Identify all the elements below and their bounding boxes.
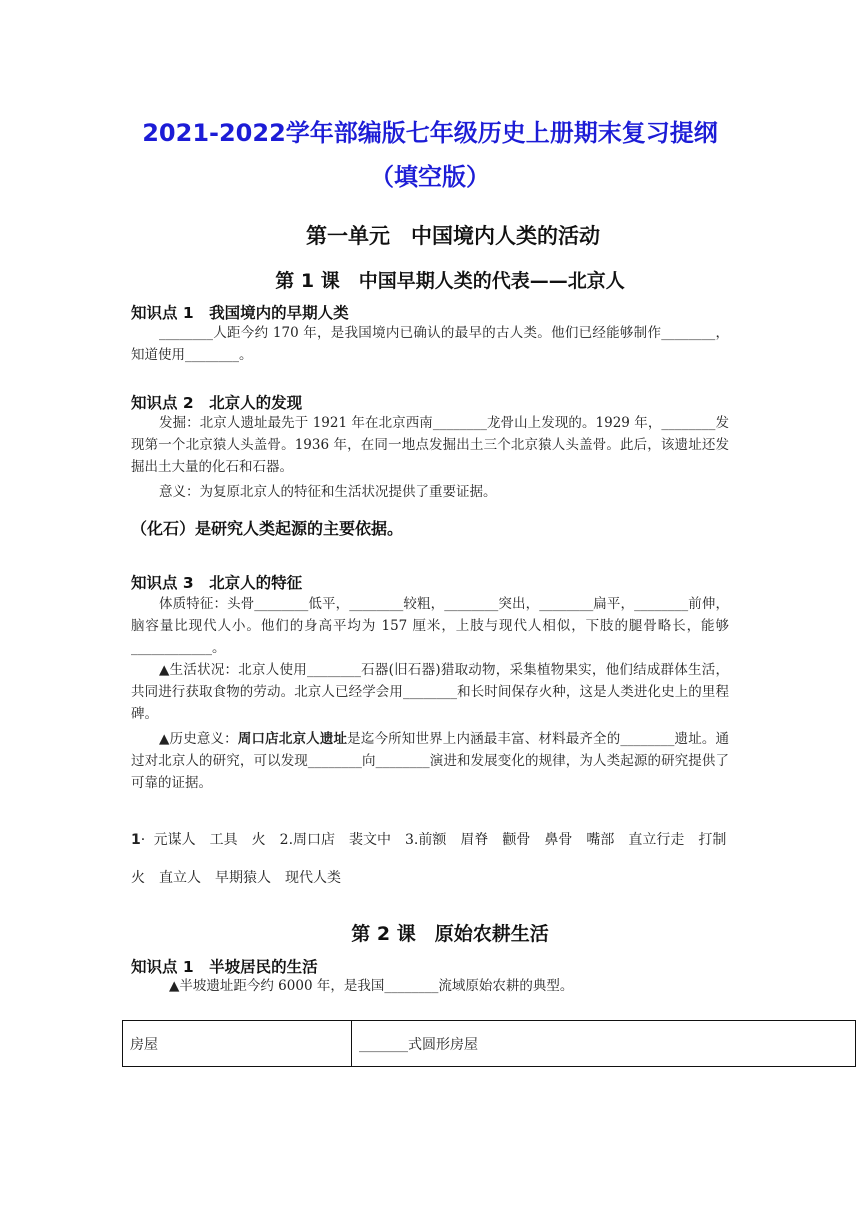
table-cell-value: _______式圆形房屋 — [352, 1021, 856, 1067]
lesson1-kp3-title: 知识点 3 北京人的特征 — [131, 574, 303, 592]
banpo-table — [122, 1020, 856, 1067]
answer-key-part1: · 元谋人 — [140, 832, 196, 848]
lesson2-kp1-text: ▲半坡遗址距今约 6000 年，是我国________流域原始农耕的典型。 — [169, 978, 574, 994]
lesson1-kp3-p2: ▲生活状况：北京人使用________石器(旧石器)猎取动物，采集植物果实，他们结成群体生活，共同进行获取食物的劳动。北京人已经学会用________和长时间保存火种，这是人类进化史上的里程碑。 — [131, 662, 729, 722]
fossil-note: （化石）是研究人类起源的主要依据。 — [131, 519, 404, 538]
lesson2-heading: 第 2 课 原始农耕生活 — [351, 923, 549, 945]
lesson2-kp1-title: 知识点 1 半坡居民的生活 — [131, 958, 318, 976]
unit-heading: 第一单元 中国境内人类的活动 — [306, 224, 600, 248]
significance-rest: 是迄今所知世界上内涵最丰富、材料最齐全的________遗址。通过对北京人的研究，可以发现________向________演进和发展变化的规律，为人类起源的研究提供了可靠的证据。 — [131, 731, 730, 791]
table-cell-label: 房屋 — [123, 1021, 352, 1067]
significance-prefix: ▲历史意义： — [159, 731, 238, 747]
lesson1-kp1-title: 知识点 1 我国境内的早期人类 — [131, 304, 349, 322]
document-title-line2: （填空版） — [370, 163, 490, 191]
lesson1-kp2-p2: 意义：为复原北京人的特征和生活状况提供了重要证据。 — [159, 484, 497, 500]
lesson1-kp2-p1: 发掘：北京人遗址最先于 1921 年在北京西南________龙骨山上发现的。1929 年，________发现第一个北京猿人头盖骨。1936 年，在同一地点发掘出土三个北京猿人头盖骨。此后，该遗址还发掘出土大量的化石和石器。 — [131, 415, 729, 475]
table-row — [123, 1021, 856, 1067]
lesson1-kp1-text: ________人距今约 170 年，是我国境内已确认的最早的古人类。他们已经能够制作________，知道使用________。 — [131, 325, 729, 363]
answer-key-lead: 1 — [131, 832, 141, 848]
lesson1-kp2-title: 知识点 2 北京人的发现 — [131, 394, 303, 412]
zhoukoudian-site: 周口店北京人遗址 — [237, 731, 348, 747]
answer-key-rest: 工具 火 2.周口店 裴文中 3.前额 眉脊 颧骨 鼻骨 嘴部 直立行走 打制 火 直立人 早期猿人 现代人类 — [131, 832, 741, 886]
answer-key — [131, 821, 741, 897]
lesson1-kp3-p3 — [131, 728, 729, 794]
lesson1-kp3-p1: 体质特征：头骨________低平，________较粗，________突出，________扁平，________前伸，脑容量比现代人小。他们的身高平均为 157 厘米，上肢与现代人相似，下肢的腿骨略长，能够____________。 — [131, 596, 729, 656]
lesson1-heading: 第 1 课 中国早期人类的代表——北京人 — [275, 270, 625, 292]
document-title-line1: 2021-2022学年部编版七年级历史上册期末复习提纲 — [142, 119, 718, 147]
